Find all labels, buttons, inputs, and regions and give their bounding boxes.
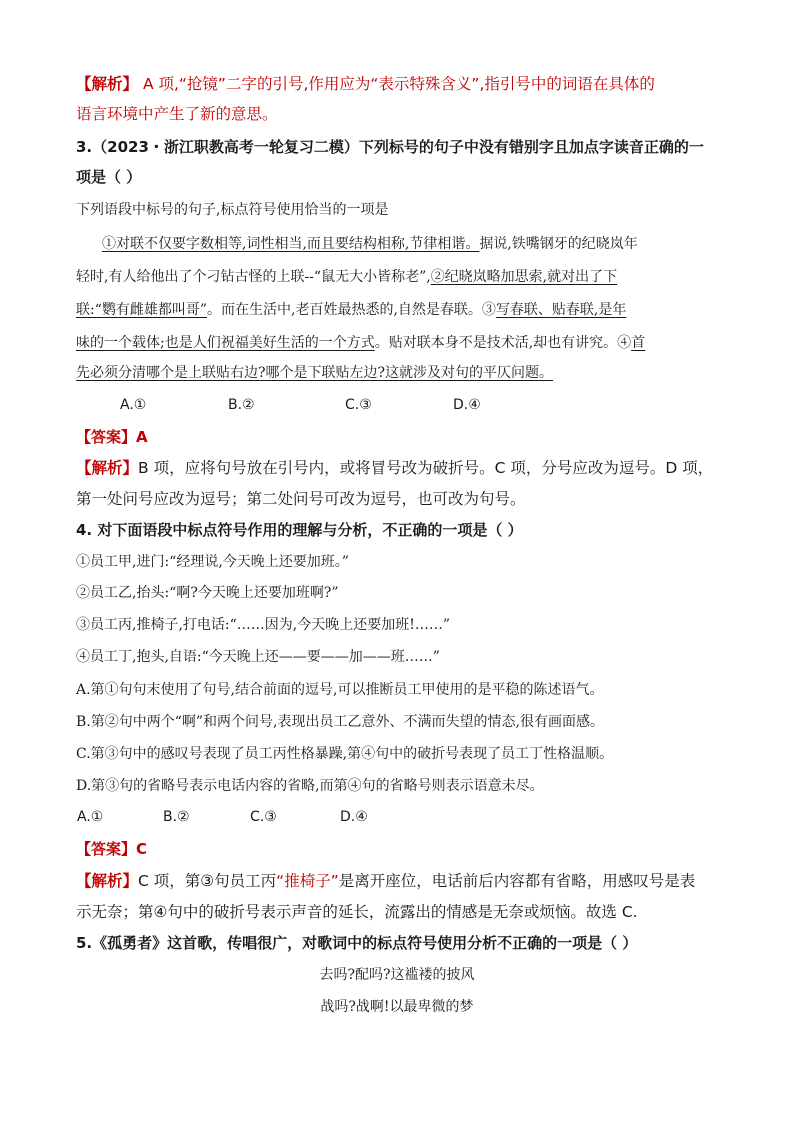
- q4-option-c[interactable]: C.③: [250, 809, 277, 825]
- q5-head: 5.《孤勇者》这首歌，传唱很广，对歌词中的标点符号使用分析不正确的一项是（ ）: [76, 934, 638, 952]
- q4-line-4: ④员工丁,抱头,自语:“今天晚上还——要——加——班……”: [76, 649, 440, 665]
- q3-option-c[interactable]: C.③: [345, 397, 372, 413]
- jiexi-label: 【解析】: [76, 75, 139, 93]
- q3-passage-line1: ①对联不仅要字数相等,词性相当,而且要结构相称,节律相谐。据说,铁嘴钢牙的纪晓岚年: [102, 236, 638, 252]
- q3-head-line2: 项是（ ）: [76, 168, 142, 186]
- q3-intro: 下列语段中标号的句子,标点符号使用恰当的一项是: [76, 202, 389, 218]
- q3-passage-line2: 轻时,有人给他出了个刁钻古怪的上联--“鼠无大小皆称老”,②纪晓岚略加思索,就对出了下: [76, 269, 618, 285]
- q3-sentence-1: ①对联不仅要字数相等,词性相当,而且要结构相称,节律相谐。: [102, 236, 480, 252]
- q4-line-3: ③员工丙,推椅子,打电话:“……因为,今天晚上还要加班!……”: [76, 617, 451, 633]
- q3-sentence-2: ②纪晓岚略加思索,就对出了下: [430, 269, 618, 285]
- answer-value: C: [136, 840, 148, 858]
- q4-choice-b[interactable]: B.第②句中两个“啊”和两个问号,表现出员工乙意外、不满而失望的情态,很有画面感。: [76, 714, 604, 730]
- q4-jiexi-line1: 【解析】C 项，第③句员工丙“推椅子”是离开座位，电话前后内容都有省略，用感叹号是表: [76, 872, 696, 890]
- jiexi-quote: “推椅子”: [276, 872, 339, 890]
- q5-lyric-1: 去吗?配吗?这褴褛的披风: [319, 967, 475, 983]
- q5-emphasis: 不正确: [497, 934, 543, 952]
- q4-line-1: ①员工甲,进门:“经理说,今天晚上还要加班。”: [76, 554, 349, 570]
- answer-label: 【答案】: [76, 840, 137, 858]
- q2-jiexi-line2: 语言环境中产生了新的意思。: [76, 105, 278, 123]
- q3-sentence-4: 首: [631, 335, 646, 351]
- q4-head: 4. 对下面语段中标点符号作用的理解与分析，不正确的一项是（ ）: [76, 521, 523, 539]
- q3-option-a[interactable]: A.①: [120, 397, 147, 413]
- answer-label: 【答案】: [76, 428, 137, 446]
- q3-passage-line5: 先必须分清哪个是上联贴右边?哪个是下联贴左边?这就涉及对句的平仄问题。: [76, 365, 554, 381]
- q3-head-line1: 3.（2023・浙江职教高考一轮复习二模）下列标号的句子中没有错别字且加点字读音正确的一: [76, 138, 704, 156]
- q4-option-d[interactable]: D.④: [340, 809, 368, 825]
- q4-choice-d[interactable]: D.第③句的省略号表示电话内容的省略,而第④句的省略号则表示语意未尽。: [76, 778, 544, 794]
- jiexi-label: 【解析】: [76, 459, 139, 477]
- q4-option-a[interactable]: A.①: [77, 809, 104, 825]
- q4-options: [0, 810, 794, 830]
- q4-answer: [76, 842, 147, 857]
- q4-choice-c[interactable]: C.第③句中的感叹号表现了员工丙性格暴躁,第④句中的破折号表现了员工丁性格温顺。: [76, 746, 614, 762]
- q3-jiexi-line1: 【解析】B 项，应将句号放在引号内，或将冒号改为破折号。C 项，分号应改为逗号。D 项，: [76, 459, 714, 477]
- q4-choice-a[interactable]: A.第①句句末使用了句号,结合前面的逗号,可以推断员工甲使用的是平稳的陈述语气。: [76, 682, 604, 698]
- q4-option-b[interactable]: B.②: [163, 809, 190, 825]
- q3-options: [0, 398, 794, 418]
- q3-option-b[interactable]: B.②: [228, 397, 255, 413]
- q2-jiexi-text: A 项,“抢镜”二字的引号,作用应为“表示特殊含义”,指引号中的词语在具体的: [138, 75, 655, 93]
- q3-passage-line4: 味的一个载体;也是人们祝福美好生活的一个方式。贴对联本身不是技术活,却也有讲究。④首: [76, 335, 646, 351]
- q4-line-2: ②员工乙,抬头:“啊?今天晚上还要加班啊?”: [76, 585, 339, 601]
- q3-sentence-3: 写春联、贴春联,是年: [495, 302, 627, 318]
- jiexi-label: 【解析】: [76, 872, 139, 890]
- q3-answer: [76, 430, 148, 445]
- q3-jiexi-line2: 第一处问号应改为逗号；第二处问号可改为逗号，也可改为句号。: [76, 490, 526, 508]
- answer-value: A: [136, 428, 148, 446]
- q3-option-d[interactable]: D.④: [453, 397, 481, 413]
- q4-jiexi-line2: 示无奈；第④句中的破折号表示声音的延长，流露出的情感是无奈或烦恼。故选 C.: [76, 903, 638, 921]
- q3-passage-line3: 联:“鹦有雌雄都叫哥”。而在生活中,老百姓最热悉的,自然是春联。③写春联、贴春联,是年: [76, 302, 627, 318]
- q2-jiexi-line1: [76, 77, 655, 93]
- q5-lyric-2: 战吗?战啊!以最卑微的梦: [320, 999, 474, 1015]
